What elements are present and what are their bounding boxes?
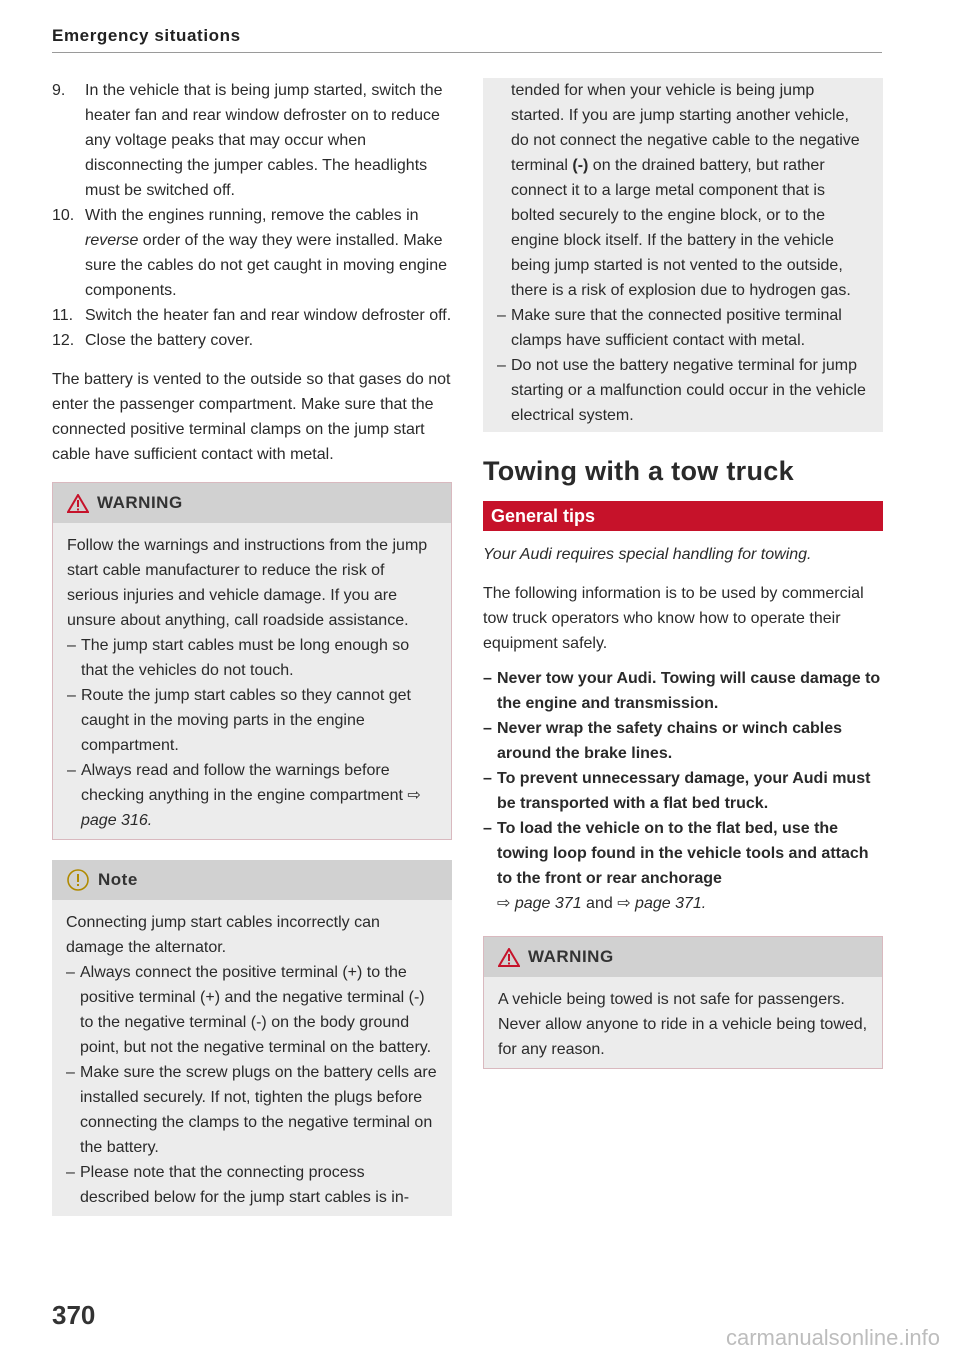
list-item: – Always connect the positive terminal (+) to the positive terminal (+) and the negative terminal (-) to the negative terminal (-) on the body ground point, but not the negative terminal on the battery. [66, 964, 432, 1056]
list-item [52, 303, 452, 328]
warning-text: A vehicle being towed is not safe for passengers. Never allow anyone to ride in a vehicle being towed, for any reason. [498, 991, 868, 1058]
note-body [52, 900, 452, 1216]
step-text: order of the way they were installed. Make sure the cables do not get caught in moving engine components. [85, 232, 448, 299]
step-list [52, 78, 452, 353]
info-circle-icon [66, 868, 90, 892]
list-item: – To load the vehicle on to the flat bed, use the towing loop found in the vehicle tools and attach to the front or rear anchorage ⇨ page 371 and ⇨ page 371. [483, 820, 869, 912]
intro-text: Your Audi requires special handling for towing. [483, 546, 812, 563]
section-heading: Towing with a tow truck [483, 456, 794, 486]
note-header [52, 860, 452, 900]
page-section-title: Emergency situations [52, 26, 241, 45]
page-reference-link[interactable]: ⇨ page 371 [497, 895, 582, 912]
towing-rules-list [483, 666, 883, 916]
note-list [66, 960, 438, 1210]
warning-header [484, 937, 882, 977]
emphasis-text: reverse [85, 232, 139, 249]
warning-title: WARNING [97, 493, 183, 512]
step-text: Close the battery cover. [85, 332, 254, 349]
warning-header [53, 483, 451, 523]
list-item [52, 203, 452, 303]
list-item: – The jump start cables must be long enough so that the vehicles do not touch. [67, 637, 410, 679]
step-text: In the vehicle that is being jump started, switch the heater fan and rear window defroster on to reduce any voltage peaks that may occur when disconnecting the jumper cables. The headlights must be switched off. [85, 82, 443, 199]
step-number: 12. [52, 332, 75, 349]
left-column [52, 78, 452, 1216]
page-reference-link[interactable]: ⇨ page 371. [617, 895, 707, 912]
list-item: – To prevent unnecessary damage, your Audi must be transported with a flat bed truck. [483, 770, 871, 812]
step-text: With the engines running, remove the cables in [85, 207, 419, 224]
body-paragraph: The following information is to be used by commercial tow truck operators who know how to operate their equipment safely. [483, 585, 864, 652]
note-box [52, 860, 452, 1216]
list-item: – Please note that the connecting process described below for the jump start cables is in- [66, 1164, 410, 1206]
warning-box [483, 936, 883, 1069]
list-item: – Make sure that the connected positive terminal clamps have sufficient contact with metal. [497, 307, 842, 349]
note-title: Note [98, 870, 138, 889]
body-paragraph: The battery is vented to the outside so that gases do not enter the passenger compartment. Make sure that the connected positive terminal clamps on the jump start cable have sufficient contact with metal. [52, 371, 451, 463]
note-continued-text: tended for when your vehicle is being jump started. If you are jump starting another vehicle, do not connect the negative cable to the negative terminal (-) on the drained battery, but rather connect it to a large metal component that is bolted securely to the engine block, or to the engine block itself. If the battery in the vehicle being jump started is not vented to the outside, there is a risk of explosion due to hydrogen gas. [511, 82, 860, 299]
warning-title: WARNING [528, 947, 614, 966]
list-item: – Route the jump start cables so they cannot get caught in the moving parts in the engine compartment. [67, 687, 411, 754]
warning-list [67, 633, 437, 833]
warning-box [52, 482, 452, 840]
list-item: – Make sure the screw plugs on the battery cells are installed securely. If not, tighten the plugs before connecting the clamps to the negative terminal on the battery. [66, 1064, 437, 1156]
step-number: 9. [52, 82, 66, 99]
note-list [497, 303, 869, 428]
list-item: – Always read and follow the warnings before checking anything in the engine compartment ⇨ page 316. [67, 762, 421, 829]
watermark: carmanualsonline.info [725, 1325, 940, 1350]
step-number: 11. [52, 307, 74, 324]
note-box-continued [483, 78, 883, 432]
warning-body [53, 523, 451, 839]
list-item [52, 78, 452, 203]
warning-body [484, 977, 882, 1068]
list-item: – Never wrap the safety chains or winch cables around the brake lines. [483, 720, 843, 762]
step-text: Switch the heater fan and rear window defroster off. [85, 307, 452, 324]
negative-terminal-symbol: (-) [572, 157, 589, 174]
list-item: – Do not use the battery negative terminal for jump starting or a malfunction could occur in the vehicle electrical system. [497, 357, 866, 424]
note-intro: Connecting jump start cables incorrectly can damage the alternator. [66, 914, 380, 956]
page-reference-link[interactable]: ⇨ page 316. [81, 787, 421, 829]
step-number: 10. [52, 207, 75, 224]
subsection-heading: General tips [483, 501, 883, 531]
warning-intro: Follow the warnings and instructions from the jump start cable manufacturer to reduce the risk of serious injuries and vehicle damage. If you are unsure about anything, call roadside assistance. [67, 537, 428, 629]
list-item [52, 328, 452, 353]
warning-triangle-icon [498, 948, 520, 967]
right-column [483, 78, 883, 1069]
page-number: 370 [52, 1300, 96, 1330]
header-divider [52, 52, 882, 53]
warning-triangle-icon [67, 494, 89, 513]
list-item: – Never tow your Audi. Towing will cause damage to the engine and transmission. [483, 670, 881, 712]
